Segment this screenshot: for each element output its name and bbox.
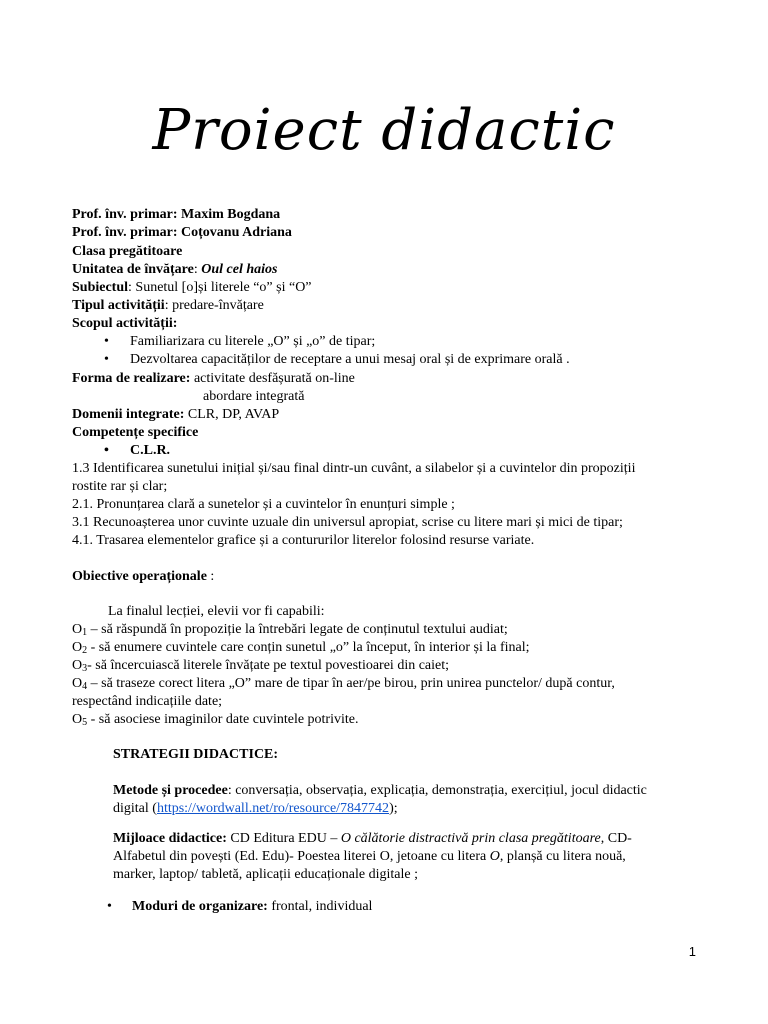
competenta-2-1: 2.1. Pronunțarea clară a sunetelor și a cuvintelor în enunțuri simple ; (72, 497, 455, 512)
mijloace-line2-b: , planșă cu litera nouă, (499, 849, 626, 864)
obiective-label: Obiective operaționale (72, 569, 207, 584)
mijloace-italic: O călătorie distractivă prin clasa pregătitoare (340, 831, 601, 846)
obiectiv-o5-letter: O (72, 712, 83, 727)
mijloace-line2-i: O (489, 849, 500, 864)
obiectiv-o4-letter: O (72, 676, 83, 691)
obiective-label-suffix: : (206, 569, 215, 584)
bullet-icon: • (104, 352, 109, 367)
moduri-label: Moduri de organizare: (132, 899, 268, 914)
bullet-icon: • (107, 899, 112, 914)
obiective-heading (72, 568, 214, 586)
obiectiv-o5 (72, 711, 358, 729)
obiective-intro: La finalul lecției, elevii vor fi capabili: (108, 604, 325, 619)
scop-item-2: Dezvoltarea capacităților de receptare a unui mesaj oral și de exprimare orală . (130, 352, 570, 367)
obiectiv-o2-text: - să enumere cuvintele care conțin sunetul „o” la început, în interior și la final; (87, 640, 530, 655)
metode-line-1 (113, 782, 647, 800)
competente-clr: C.L.R. (130, 443, 171, 458)
forma-value-2: abordare integrată (203, 389, 305, 404)
obiectiv-o5-index: 5 (82, 717, 88, 728)
moduri-value: frontal, individual (267, 899, 373, 914)
mijloace-label: Mijloace didactice: (113, 831, 227, 846)
strategii-title: STRATEGII DIDACTICE: (113, 747, 279, 762)
scop-item-1: Familiarizara cu literele „O” și „o” de tipar; (130, 334, 376, 349)
obiectiv-o3-index: 3 (82, 663, 88, 674)
unitate-sep: : (193, 262, 202, 277)
obiectiv-o5-text: - să asociese imaginilor date cuvintele potrivite. (87, 712, 359, 727)
unitate-line (72, 261, 277, 279)
mijloace-line2-a: Alfabetul din povești (Ed. Edu)- Poestea literei O, jetoane cu litera (113, 849, 490, 864)
subiect-line (72, 279, 312, 297)
domenii-value: CLR, DP, AVAP (184, 407, 280, 422)
prof-1: Prof. înv. primar: Maxim Bogdana (72, 207, 281, 222)
obiectiv-o2-index: 2 (82, 645, 88, 656)
mijloace-b: , CD- (600, 831, 632, 846)
bullet-icon: • (104, 443, 109, 458)
unitate-label: Unitatea de învățare (72, 262, 194, 277)
clasa: Clasa pregătitoare (72, 244, 183, 259)
moduri-line (132, 898, 372, 916)
subiect-label: Subiectul (72, 280, 129, 295)
tipul-line (72, 297, 264, 315)
obiectiv-o1-text: – să răspundă în propoziție la întrebări legate de conținutul textului audiat; (87, 622, 508, 637)
obiectiv-o2 (72, 639, 530, 657)
competenta-3-1: 3.1 Recunoașterea unor cuvinte uzuale din universul apropiat, scrise cu litere mari și mici de tipar; (72, 515, 623, 530)
obiectiv-o4 (72, 675, 615, 693)
domenii-label: Domenii integrate: (72, 407, 185, 422)
obiectiv-o4-index: 4 (82, 681, 88, 692)
obiectiv-o1-letter: O (72, 622, 83, 637)
mijloace-line-3: marker, laptop/ tabletă, aplicații educaționale digitale ; (113, 867, 418, 882)
obiectiv-o1-index: 1 (82, 627, 88, 638)
metode-label: Metode și procedee (113, 783, 228, 798)
mijloace-a: CD Editura EDU – (226, 831, 341, 846)
prof-2: Prof. înv. primar: Coțovanu Adriana (72, 225, 292, 240)
forma-label: Forma de realizare: (72, 371, 191, 386)
metode-text: : conversația, observația, explicația, demonstrația, exercițiul, jocul didactic (227, 783, 647, 798)
forma-line (72, 370, 355, 388)
obiectiv-o3 (72, 657, 449, 675)
tipul-value: : predare-învățare (164, 298, 264, 313)
obiectiv-o4-text: – să traseze corect litera „O” mare de tipar în aer/pe birou, prin unirea punctelor/ după contur, (87, 676, 615, 691)
competente-label: Competențe specifice (72, 425, 199, 440)
obiectiv-o2-letter: O (72, 640, 83, 655)
mijloace-line-1 (113, 830, 632, 848)
obiectiv-o1 (72, 621, 508, 639)
metode-line-2 (113, 800, 398, 818)
obiectiv-o4-cont: respectând indicațiile date; (72, 694, 223, 709)
competenta-4-1: 4.1. Trasarea elementelor grafice și a contururilor literelor folosind resurse variate. (72, 533, 535, 548)
obiectiv-o3-text: - să încercuiască literele învățate pe textul povestioarei din caiet; (87, 658, 450, 673)
page-number: 1 (688, 944, 696, 959)
document-title: Proiect didactic (152, 98, 616, 163)
scopul-label: Scopul activității: (72, 316, 178, 331)
competenta-1-3-cont: rostite rar și clar; (72, 479, 168, 494)
wordwall-link[interactable]: https://wordwall.net/ro/resource/7847742 (156, 801, 390, 816)
subiect-value: : Sunetul [o]și literele “o” și “O” (128, 280, 312, 295)
tipul-label: Tipul activității (72, 298, 165, 313)
metode-pre: digital ( (113, 801, 157, 816)
unitate-value: Oul cel haios (201, 262, 278, 277)
bullet-icon: • (104, 334, 109, 349)
obiectiv-o3-letter: O (72, 658, 83, 673)
forma-value-1: activitate desfășurată on-line (190, 371, 355, 386)
mijloace-line-2 (113, 848, 626, 866)
domenii-line (72, 406, 279, 424)
competenta-1-3: 1.3 Identificarea sunetului inițial și/sau final dintr-un cuvânt, a silabelor și a cuvintelor din propoziții (72, 461, 636, 476)
metode-post: ); (389, 801, 398, 816)
